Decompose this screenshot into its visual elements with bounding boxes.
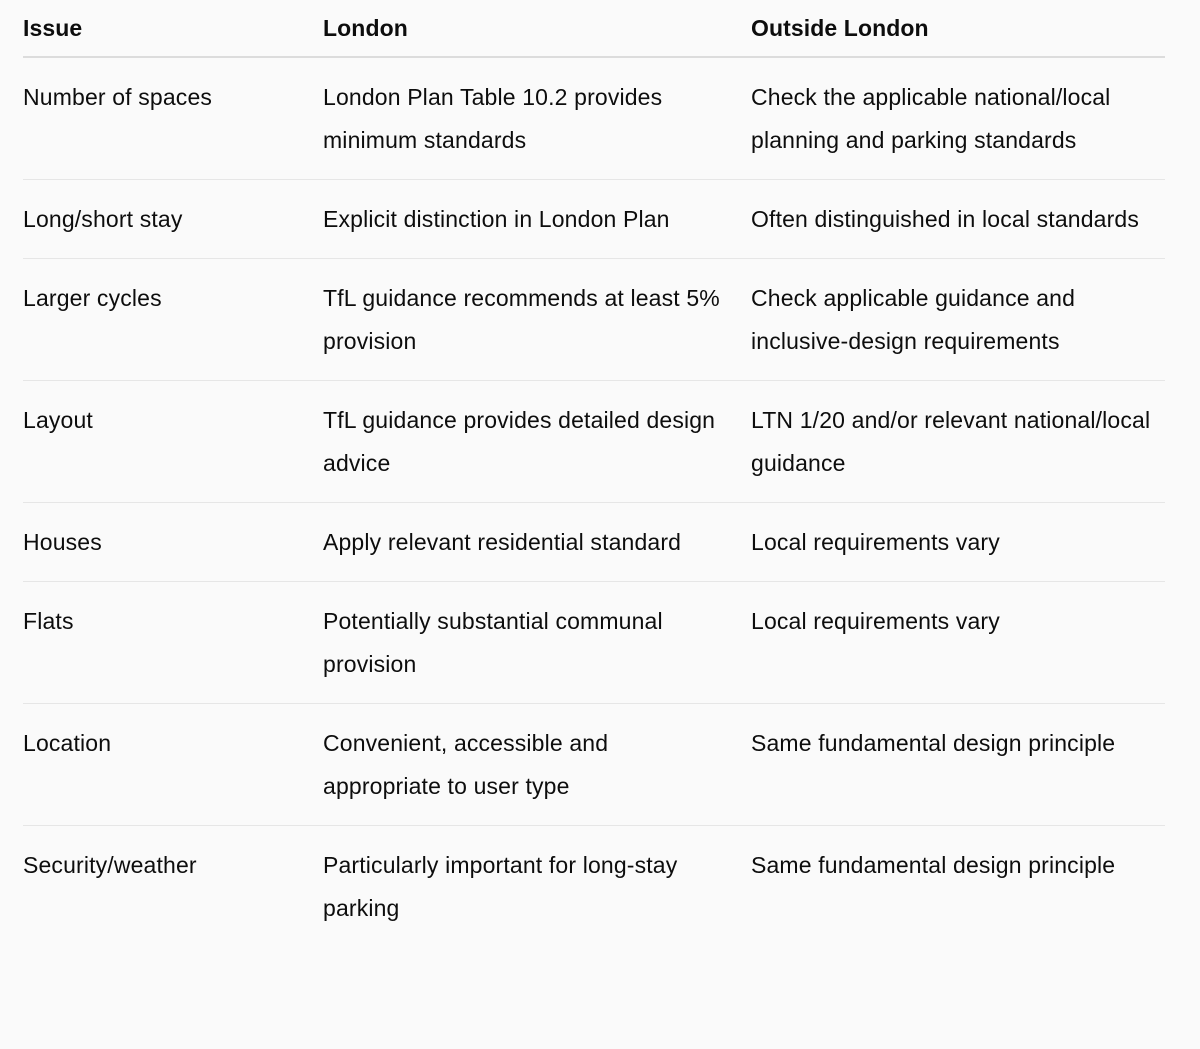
cell-issue: Security/weather	[23, 852, 197, 878]
table-row	[23, 180, 1165, 259]
table-row	[23, 826, 1165, 948]
cell-issue: Number of spaces	[23, 57, 323, 180]
table-row	[23, 57, 1165, 180]
cell-outside-london: Same fundamental design principle	[751, 704, 1165, 826]
cell-outside-london: Same fundamental design principle	[751, 852, 1116, 878]
table-row	[23, 259, 1165, 381]
cell-london: Apply relevant residential standard	[323, 503, 751, 582]
cell-issue: Long/short stay	[23, 180, 323, 259]
table-row	[23, 582, 1165, 704]
cell-london: TfL guidance provides detailed design advice	[323, 381, 751, 503]
cell-london: TfL guidance recommends at least 5% provision	[323, 259, 751, 381]
cell-issue: Houses	[23, 503, 323, 582]
table-row	[23, 503, 1165, 582]
cell-issue: Layout	[23, 381, 323, 503]
comparison-table-container	[23, 0, 1165, 947]
column-header-issue: Issue	[23, 0, 323, 57]
cell-outside-london: Local requirements vary	[751, 582, 1165, 704]
table-row	[23, 704, 1165, 826]
comparison-table	[23, 0, 1165, 947]
column-header-london: London	[323, 0, 751, 57]
cell-london: London Plan Table 10.2 provides minimum standards	[323, 57, 751, 180]
cell-london: Particularly important for long-stay parking	[323, 852, 678, 921]
cell-issue: Flats	[23, 582, 323, 704]
header-row	[23, 0, 1165, 57]
cell-outside-london: Check the applicable national/local planning and parking standards	[751, 57, 1165, 180]
cell-london: Convenient, accessible and appropriate to user type	[323, 704, 751, 826]
cell-london: Potentially substantial communal provision	[323, 582, 751, 704]
column-header-outside-london: Outside London	[751, 0, 1165, 57]
cell-issue: Location	[23, 704, 323, 826]
cell-issue: Larger cycles	[23, 259, 323, 381]
cell-outside-london: Local requirements vary	[751, 503, 1165, 582]
cell-outside-london: Often distinguished in local standards	[751, 180, 1165, 259]
table-header	[23, 0, 1165, 57]
table-body	[23, 57, 1165, 947]
table-row	[23, 381, 1165, 503]
cell-outside-london: LTN 1/20 and/or relevant national/local guidance	[751, 381, 1165, 503]
cell-london: Explicit distinction in London Plan	[323, 180, 751, 259]
cell-outside-london: Check applicable guidance and inclusive-design requirements	[751, 259, 1165, 381]
